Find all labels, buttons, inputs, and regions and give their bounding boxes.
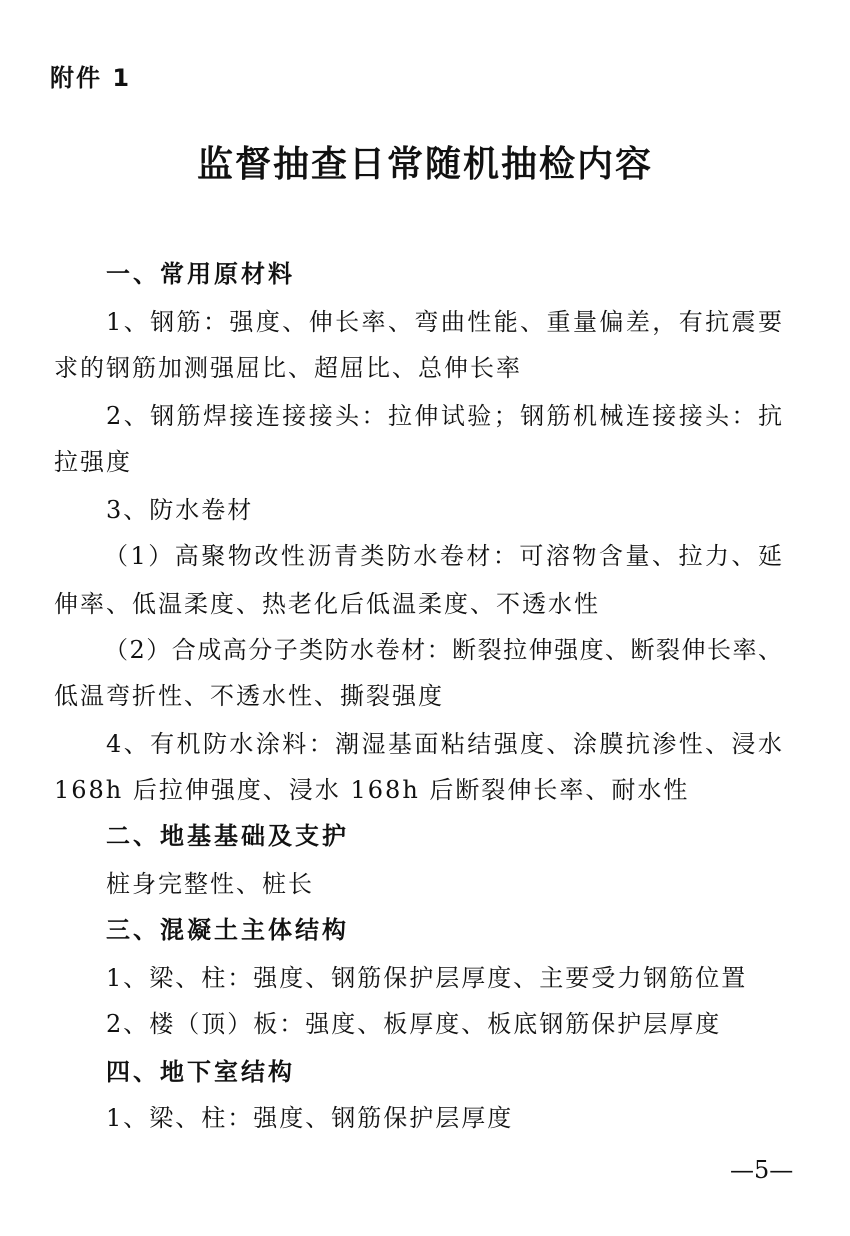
raw-materials-item-3-sub-2-line-1: （2）合成高分子类防水卷材：断裂拉伸强度、断裂伸长率、 xyxy=(104,636,782,664)
concrete-item-2: 2、楼（顶）板：强度、板厚度、板底钢筋保护层厚度 xyxy=(106,1010,722,1038)
raw-materials-item-3: 3、防水卷材 xyxy=(106,496,254,524)
concrete-item-1: 1、梁、柱：强度、钢筋保护层厚度、主要受力钢筋位置 xyxy=(106,964,748,992)
raw-materials-item-4-line-1: 4、有机防水涂料：潮湿基面粘结强度、涂膜抗渗性、浸水 xyxy=(106,730,782,758)
foundation-item-1: 桩身完整性、桩长 xyxy=(106,870,314,898)
document-title: 监督抽查日常随机抽检内容 xyxy=(196,144,653,185)
raw-materials-item-3-sub-1-line-1: （1）高聚物改性沥青类防水卷材：可溶物含量、拉力、延 xyxy=(104,542,782,570)
raw-materials-item-1-line-1: 1、钢筋：强度、伸长率、弯曲性能、重量偏差，有抗震要 xyxy=(106,308,782,336)
raw-materials-item-4-line-2: 168h 后拉伸强度、浸水 168h 后断裂伸长率、耐水性 xyxy=(54,776,690,804)
attachment-label: 附件 1 xyxy=(50,64,132,92)
basement-item-1: 1、梁、柱：强度、钢筋保护层厚度 xyxy=(106,1104,514,1132)
section-heading-concrete: 三、混凝土主体结构 xyxy=(106,916,349,944)
raw-materials-item-2-line-1: 2、钢筋焊接连接接头：拉伸试验；钢筋机械连接接头：抗 xyxy=(106,402,782,430)
page-number: —5— xyxy=(730,1156,794,1184)
raw-materials-item-3-sub-1-line-2: 伸率、低温柔度、热老化后低温柔度、不透水性 xyxy=(54,590,600,618)
raw-materials-item-3-sub-2-line-2: 低温弯折性、不透水性、撕裂强度 xyxy=(54,682,444,710)
section-heading-basement: 四、地下室结构 xyxy=(106,1058,295,1086)
section-heading-raw-materials: 一、常用原材料 xyxy=(106,260,295,288)
raw-materials-item-2-line-2: 拉强度 xyxy=(54,448,132,476)
raw-materials-item-1-line-2: 求的钢筋加测强屈比、超屈比、总伸长率 xyxy=(54,354,522,382)
section-heading-foundation: 二、地基基础及支护 xyxy=(106,822,349,850)
